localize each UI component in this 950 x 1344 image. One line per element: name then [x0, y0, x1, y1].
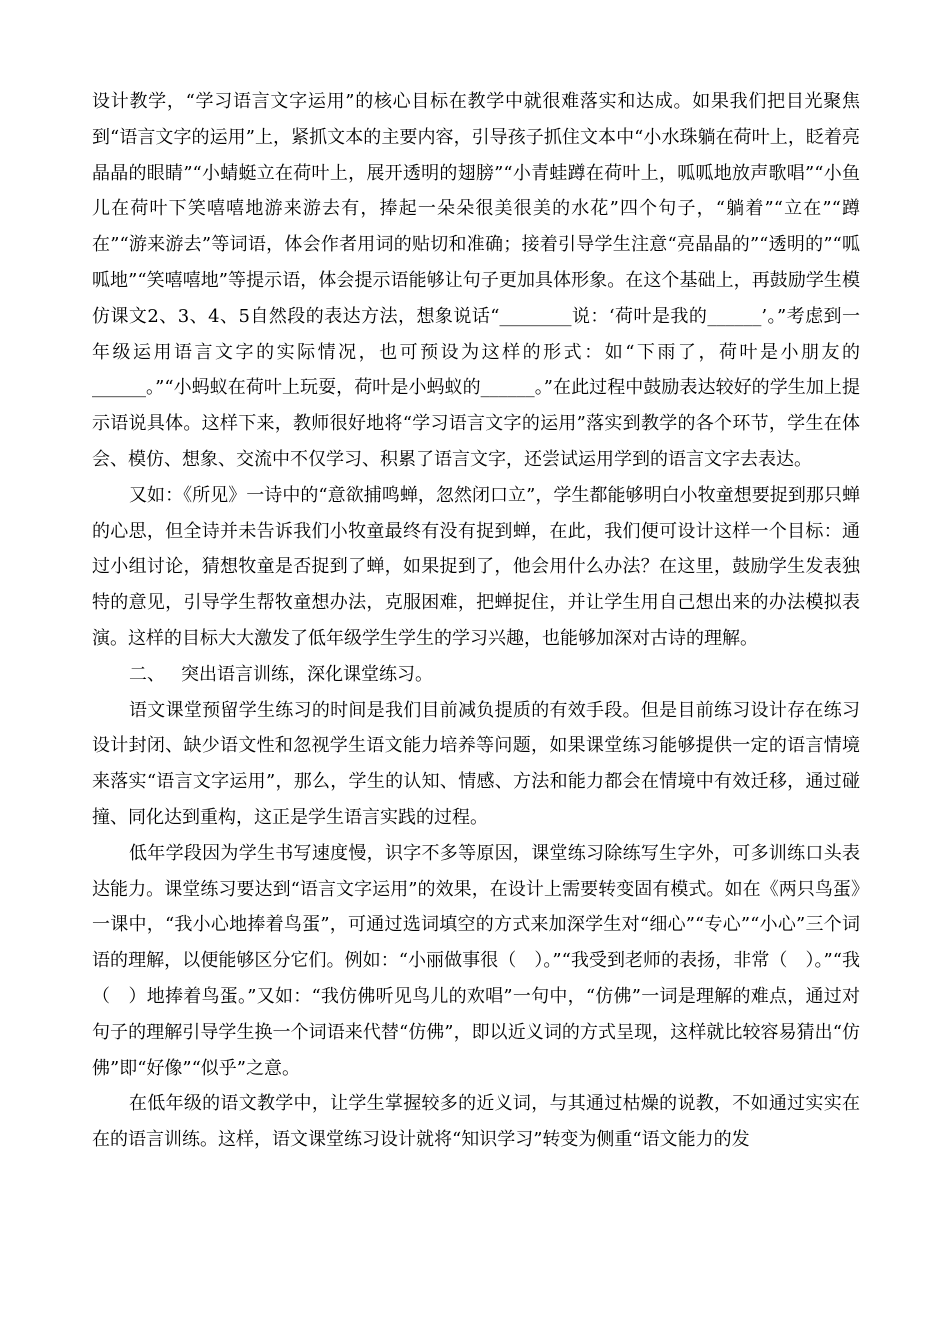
document-page	[92, 84, 860, 1158]
section-number: 二、	[129, 663, 165, 685]
paragraph-5: 在低年级的语文教学中，让学生掌握较多的近义词，与其通过枯燥的说教，不如通过实实在在的语言训练。这样，语文课堂练习设计就将“知识学习”转变为侧重“语文能力的发	[92, 1093, 860, 1151]
paragraph-4: 低年学段因为学生书写速度慢，识字不多等原因，课堂练习除练写生字外，可多训练口头表达能力。课堂练习要达到“语言文字运用”的效果，在设计上需要转变固有模式。如在《两只鸟蛋》一课中，“我小心地捧着鸟蛋”，可通过选词填空的方式来加深学生对“细心”“专心”“小心”三个词语的理解，以便能够区分它们。例如：“小丽做事很（ ）。”“我受到老师的表扬，非常（ ）。”“我（ ）地捧着鸟蛋。”又如：“我仿佛听见鸟儿的欢唱”一句中，“仿佛”一词是理解的难点，通过对句子的理解引导学生换一个词语来代替“仿佛”，即以近义词的方式呈现，这样就比较容易猜出“仿佛”即“好像”“似乎”之意。	[92, 842, 860, 1079]
section-title: 突出语言训练，深化课堂练习。	[181, 663, 433, 685]
paragraph-3: 语文课堂预留学生练习的时间是我们目前减负提质的有效手段。但是目前练习设计存在练习设计封闭、缺少语文性和忽视学生语文能力培养等问题，如果课堂练习能够提供一定的语言情境来落实“语言文字运用”，那么，学生的认知、情感、方法和能力都会在情境中有效迁移，通过碰撞、同化达到重构，这正是学生语言实践的过程。	[92, 699, 860, 828]
paragraph-1: 设计教学，“学习语言文字运用”的核心目标在教学中就很难落实和达成。如果我们把目光聚焦到“语言文字的运用”上，紧抓文本的主要内容，引导孩子抓住文本中“小水珠躺在荷叶上，眨着亮晶晶的眼睛”“小蜻蜓立在荷叶上，展开透明的翅膀”“小青蛙蹲在荷叶上，呱呱地放声歌唱”“小鱼儿在荷叶下笑嘻嘻地游来游去有，捧起一朵朵很美很美的水花”四个句子，“躺着”“立在”“蹲在”“游来游去”等词语，体会作者用词的贴切和准确；接着引导学生注意“亮晶晶的”“透明的”“呱呱地”“笑嘻嘻地”等提示语，体会提示语能够让句子更加具体形象。在这个基础上，再鼓励学生模仿课文2、3、4、5自然段的表达方法，想象说话“________说：‘荷叶是我的______’。”考虑到一年级运用语言文字的实际情况，也可预设为这样的形式：如“下雨了，荷叶是小朋友的______。”“小蚂蚁在荷叶上玩耍，荷叶是小蚂蚁的______。”在此过程中鼓励表达较好的学生加上提示语说具体。这样下来，教师很好地将“学习语言文字的运用”落实到教学的各个环节，学生在体会、模仿、想象、交流中不仅学习、积累了语言文字，还尝试运用学到的语言文字去表达。	[92, 91, 860, 470]
paragraph-2: 又如：《所见》一诗中的“意欲捕鸣蝉，忽然闭口立”，学生都能够明白小牧童想要捉到那只蝉的心思，但全诗并未告诉我们小牧童最终有没有捉到蝉，在此，我们便可设计这样一个目标：通过小组讨论，猜想牧童是否捉到了蝉，如果捉到了，他会用什么办法？在这里，鼓励学生发表独特的意见，引导学生帮牧童想办法，克服困难，把蝉捉住，并让学生用自己想出来的办法模拟表演。这样的目标大大激发了低年级学生学生的学习兴趣，也能够加深对古诗的理解。	[92, 484, 860, 649]
section-heading	[92, 657, 860, 693]
